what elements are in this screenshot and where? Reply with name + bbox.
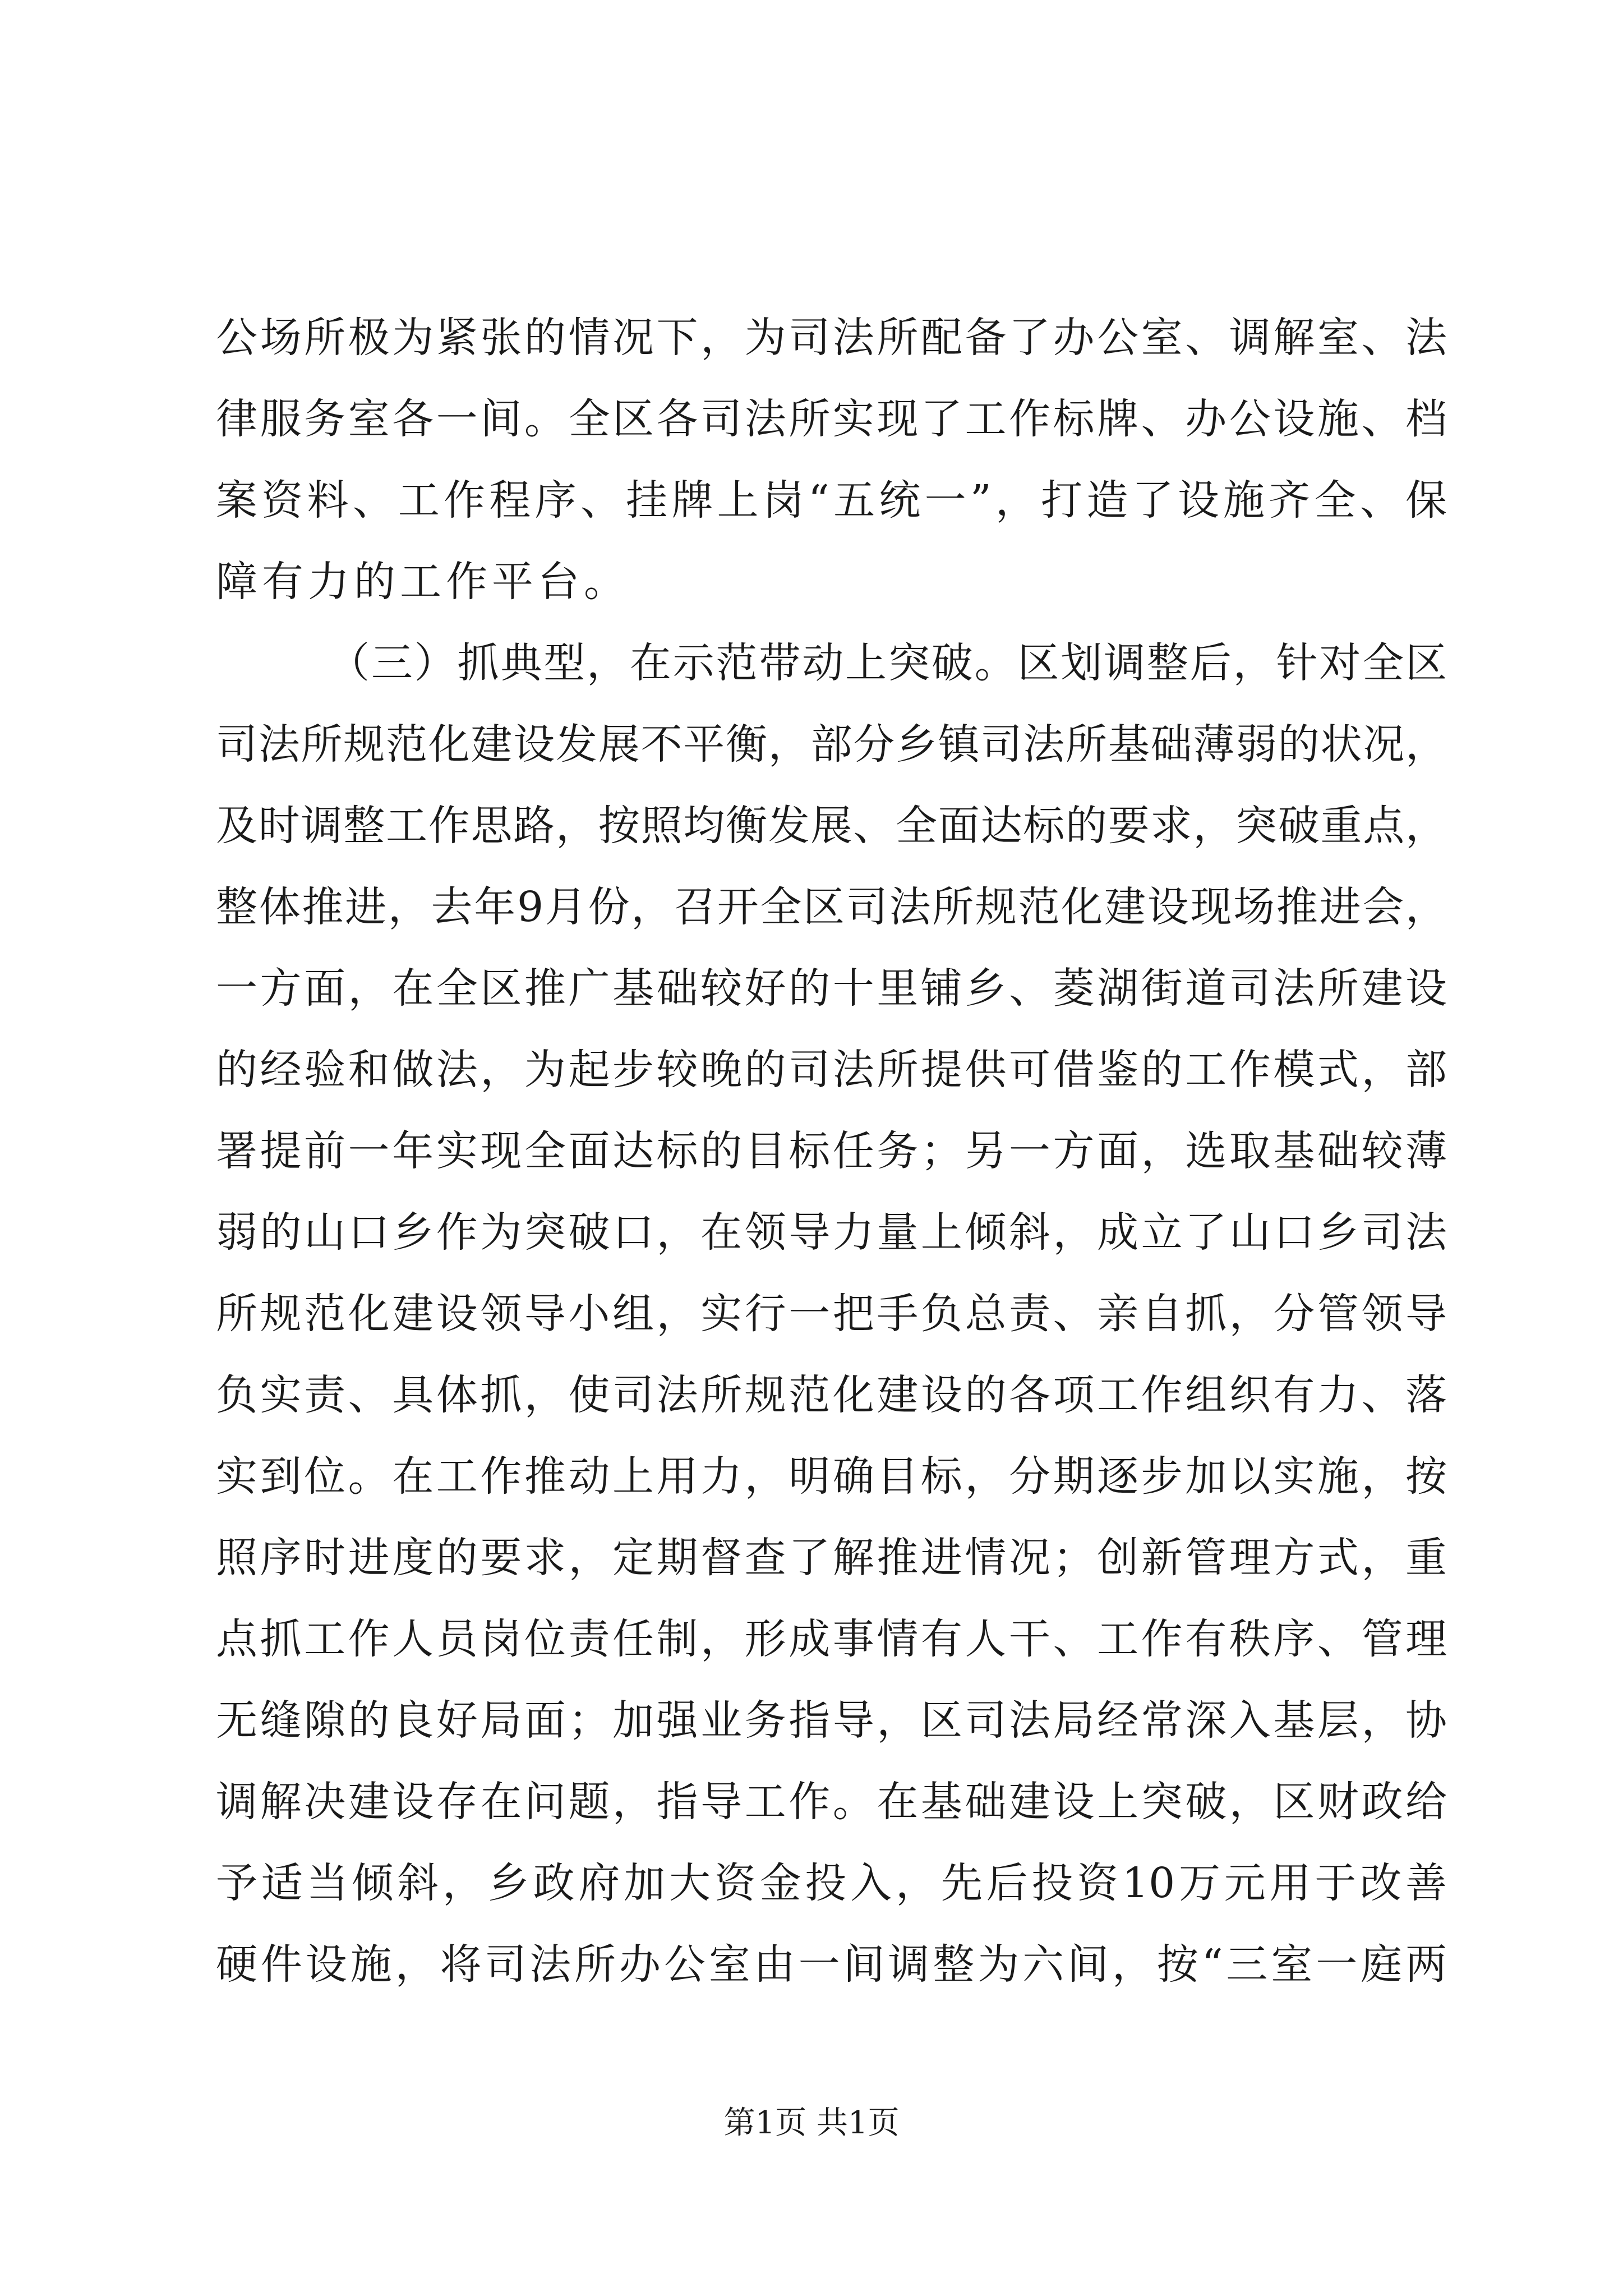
text-line: 负实责、具体抓，使司法所规范化建设的各项工作组织有力、落 — [216, 1371, 1447, 1419]
text-line: 及时调整工作思路，按照均衡发展、全面达标的要求，突破重点， — [216, 802, 1447, 850]
text-line: 硬件设施，将司法所办公室由一间调整为六间，按“三室一庭两 — [216, 1940, 1447, 1989]
text-line: 所规范化建设领导小组，实行一把手负总责、亲自抓，分管领导 — [216, 1290, 1447, 1338]
document-body — [216, 297, 1447, 2005]
text-line: 调解决建设存在问题，指导工作。在基础建设上突破，区财政给 — [216, 1778, 1447, 1826]
text-line: 的经验和做法，为起步较晚的司法所提供可借鉴的工作模式，部 — [216, 1046, 1447, 1094]
text-line: 弱的山口乡作为突破口，在领导力量上倾斜，成立了山口乡司法 — [216, 1208, 1447, 1257]
text-line: 整体推进，去年9月份，召开全区司法所规范化建设现场推进会， — [216, 883, 1447, 931]
text-line: （三）抓典型，在示范带动上突破。区划调整后，针对全区 — [328, 639, 1447, 687]
text-line: 点抓工作人员岗位责任制，形成事情有人干、工作有秩序、管理 — [216, 1615, 1447, 1663]
text-line: 律服务室各一间。全区各司法所实现了工作标牌、办公设施、档 — [216, 395, 1447, 443]
page-footer — [0, 2101, 1623, 2146]
text-line: 一方面，在全区推广基础较好的十里铺乡、菱湖街道司法所建设 — [216, 964, 1447, 1013]
text-line: 公场所极为紧张的情况下，为司法所配备了办公室、调解室、法 — [216, 314, 1447, 362]
text-line: 无缝隙的良好局面；加强业务指导，区司法局经常深入基层，协 — [216, 1696, 1447, 1745]
text-line: 照序时进度的要求，定期督查了解推进情况；创新管理方式，重 — [216, 1534, 1447, 1582]
text-line: 障有力的工作平台。 — [216, 558, 630, 606]
text-line: 案资料、工作程序、挂牌上岗“五统一”，打造了设施齐全、保 — [216, 476, 1447, 524]
text-line: 司法所规范化建设发展不平衡，部分乡镇司法所基础薄弱的状况， — [216, 720, 1447, 769]
text-line: 署提前一年实现全面达标的目标任务；另一方面，选取基础较薄 — [216, 1127, 1447, 1175]
page-number-label: 第1页 共1页 — [723, 2105, 900, 2141]
text-line: 实到位。在工作推动上用力，明确目标，分期逐步加以实施，按 — [216, 1452, 1447, 1501]
text-line: 予适当倾斜，乡政府加大资金投入，先后投资10万元用于改善 — [216, 1859, 1447, 1907]
